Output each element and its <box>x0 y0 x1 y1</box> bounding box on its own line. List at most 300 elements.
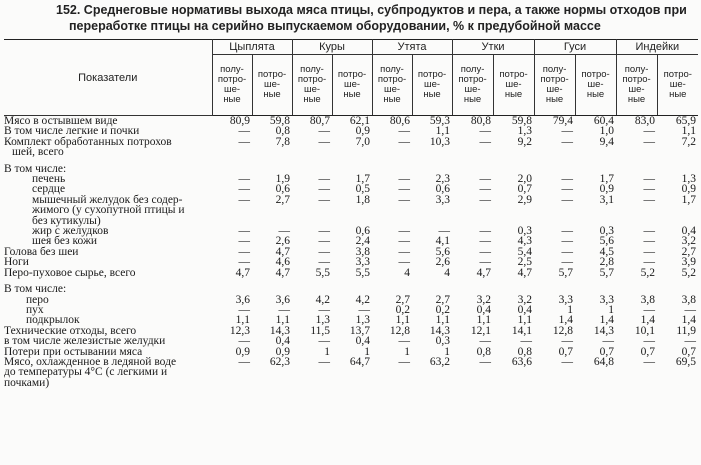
value-cell: — <box>398 246 411 258</box>
value-cell: — <box>479 336 492 347</box>
value-cell: — <box>561 336 574 347</box>
value-cell: — <box>479 184 492 195</box>
value-cell: 9,4 <box>599 136 615 148</box>
value-cell: — <box>643 136 656 148</box>
value-cell: — <box>561 184 574 195</box>
table-row <box>4 305 698 315</box>
value-cell: 3,8 <box>640 294 656 305</box>
value-cell <box>332 284 372 294</box>
value-cell: — <box>398 174 411 185</box>
value-cell: — <box>318 257 331 268</box>
value-cell: 0,2 <box>435 304 451 316</box>
value-cell: 11,5 <box>310 325 331 337</box>
value-cell: 1,4 <box>558 315 574 326</box>
value-cell: 3,3 <box>558 294 574 305</box>
value-cell: 0,3 <box>517 226 533 237</box>
value-cell: — <box>238 136 250 148</box>
value-cell <box>657 164 698 174</box>
value-cell: — <box>684 336 697 347</box>
row-label: сердце <box>32 183 66 196</box>
value-cell: 59,3 <box>429 115 451 127</box>
row-label: Потери при остывании мяса <box>4 345 143 358</box>
value-cell: 3,9 <box>681 257 697 268</box>
value-cell: 2,6 <box>435 257 451 268</box>
value-cell: 1 <box>324 346 331 357</box>
value-cell: — <box>561 136 574 148</box>
value-cell: 2,0 <box>517 174 533 185</box>
value-cell <box>212 367 252 377</box>
value-cell: 80,6 <box>389 115 411 127</box>
value-cell: 0,8 <box>476 346 492 357</box>
value-cell: 5,2 <box>681 267 697 279</box>
value-cell <box>575 378 616 388</box>
value-cell: 0,6 <box>435 184 451 195</box>
row-label: Голова без шеи <box>4 245 79 258</box>
value-cell: 1 <box>444 346 451 357</box>
value-cell: 14,1 <box>511 325 533 337</box>
value-cell: 3,6 <box>275 294 291 305</box>
value-cell: 2,7 <box>275 194 291 206</box>
value-cell: 3,8 <box>681 294 697 305</box>
value-cell: 4,7 <box>517 267 533 279</box>
value-cell: — <box>318 174 331 185</box>
table-row <box>4 236 698 246</box>
value-cell: 5,7 <box>558 267 574 279</box>
value-cell: 1,3 <box>315 315 331 326</box>
subheader-semi-gutted: полу- потро- ше- ные <box>616 55 657 116</box>
value-cell: — <box>278 304 291 316</box>
value-cell: 65,9 <box>675 115 697 127</box>
value-cell <box>372 216 412 226</box>
value-cell <box>657 147 698 157</box>
value-cell: 1,4 <box>681 315 697 326</box>
value-cell: — <box>643 226 656 237</box>
value-cell: — <box>278 226 291 237</box>
value-cell: 4,7 <box>235 267 250 279</box>
value-cell <box>252 216 292 226</box>
subheader-semi-gutted: полу- потро- ше- ные <box>292 55 332 116</box>
value-cell <box>212 205 252 215</box>
value-cell <box>292 164 332 174</box>
value-cell: — <box>238 304 250 316</box>
value-cell: 0,2 <box>395 304 411 316</box>
value-cell: 11,9 <box>676 325 697 337</box>
value-cell <box>534 164 575 174</box>
value-cell <box>493 284 534 294</box>
table-row <box>4 284 698 294</box>
subheader-semi-gutted: полу- потро- ше- ные <box>372 55 412 116</box>
value-cell: 0,3 <box>435 336 451 347</box>
value-cell: 12,3 <box>229 325 250 337</box>
value-cell: 80,9 <box>229 115 250 127</box>
value-cell: 14,3 <box>593 325 615 337</box>
value-cell: — <box>398 126 411 137</box>
value-cell <box>372 284 412 294</box>
value-cell: 0,3 <box>599 226 615 237</box>
value-cell: — <box>561 126 574 137</box>
value-cell: — <box>318 126 331 137</box>
row-label: пух <box>26 303 44 316</box>
value-cell: 3,3 <box>355 257 371 268</box>
value-cell <box>412 164 452 174</box>
value-cell: — <box>318 236 331 247</box>
value-cell: — <box>602 336 615 347</box>
value-cell <box>332 378 372 388</box>
value-cell: — <box>479 174 492 185</box>
value-cell: 1,3 <box>355 315 371 326</box>
value-cell: 0,7 <box>517 184 533 195</box>
value-cell: — <box>643 336 656 347</box>
value-cell: 3,3 <box>435 194 451 206</box>
subheader-gutted: потро- ше- ные <box>252 55 292 116</box>
value-cell: 12,8 <box>389 325 411 337</box>
subheader-semi-gutted: полу- потро- ше- ные <box>212 55 252 116</box>
table-row <box>4 226 698 236</box>
value-cell <box>412 284 452 294</box>
value-cell: 63,2 <box>429 356 451 368</box>
value-cell: — <box>643 257 656 268</box>
value-cell: — <box>643 304 656 316</box>
value-cell: 1,1 <box>681 126 697 137</box>
row-label: в том числе железистые желудки <box>4 335 166 348</box>
value-cell: 5,6 <box>599 236 615 247</box>
value-cell: — <box>318 136 331 148</box>
value-cell: 4 <box>404 267 411 279</box>
value-cell: 62,1 <box>349 115 371 127</box>
row-label: Комплект обработанных потрохов <box>4 135 172 148</box>
group-header: Куры <box>292 40 372 55</box>
value-cell: 5,2 <box>640 267 656 279</box>
value-cell: 1,1 <box>235 315 250 326</box>
value-cell: 1,3 <box>681 174 697 185</box>
value-cell <box>575 216 616 226</box>
value-cell <box>616 164 657 174</box>
value-cell: 62,3 <box>269 356 291 368</box>
value-cell: 69,5 <box>675 356 697 368</box>
value-cell: — <box>398 136 411 148</box>
value-cell: 2,4 <box>355 236 371 247</box>
value-cell: — <box>520 336 533 347</box>
table-row <box>4 247 698 257</box>
subheader-gutted: потро- ше- ные <box>332 55 372 116</box>
value-cell: 3,8 <box>355 246 371 258</box>
value-cell: — <box>643 236 656 247</box>
group-header: Индейки <box>616 40 698 55</box>
value-cell <box>575 205 616 215</box>
value-cell: — <box>643 184 656 195</box>
value-cell: 1,7 <box>681 194 697 206</box>
row-label: В том числе легкие и почки <box>4 125 140 138</box>
value-cell: 1 <box>364 346 371 357</box>
value-cell: — <box>643 246 656 258</box>
value-cell: 3,2 <box>517 294 533 305</box>
value-cell: — <box>318 304 331 316</box>
value-cell <box>292 378 332 388</box>
value-cell <box>616 205 657 215</box>
value-cell: 0,4 <box>355 336 371 347</box>
value-cell: 0,4 <box>681 226 697 237</box>
row-label: жир с желудков <box>32 225 109 238</box>
value-cell: 2,9 <box>517 194 533 206</box>
table-title <box>56 2 696 34</box>
value-cell: — <box>561 246 574 258</box>
value-cell: 9,2 <box>517 136 533 148</box>
value-cell: 0,9 <box>275 346 291 357</box>
group-header: Цыплята <box>212 40 292 55</box>
value-cell: 3,3 <box>599 294 615 305</box>
value-cell <box>372 147 412 157</box>
value-cell: — <box>561 257 574 268</box>
value-cell: 2,3 <box>435 174 451 185</box>
value-cell <box>534 205 575 215</box>
value-cell: — <box>643 356 656 368</box>
value-cell: — <box>238 226 250 237</box>
subheader-semi-gutted: полу- потро- ше- ные <box>452 55 493 116</box>
value-cell <box>452 147 493 157</box>
value-cell: 0,7 <box>599 346 615 357</box>
value-cell: — <box>684 304 697 316</box>
value-cell: 2,6 <box>275 236 291 247</box>
value-cell: 80,8 <box>470 115 492 127</box>
value-cell: 59,8 <box>511 115 533 127</box>
row-label: до температуры 4°С (с легкими и <box>4 366 168 379</box>
value-cell <box>252 367 292 377</box>
value-cell <box>252 164 292 174</box>
value-cell: 1,0 <box>599 126 615 137</box>
table-row <box>4 367 698 377</box>
value-cell: 1,1 <box>275 315 291 326</box>
subheader-gutted: потро- ше- ные <box>493 55 534 116</box>
group-header: Утки <box>452 40 534 55</box>
row-label: Мясо, охлажденное в ледяной воде <box>4 355 177 368</box>
value-cell: 1,7 <box>355 174 371 185</box>
value-cell: 14,3 <box>269 325 291 337</box>
value-cell: 64,8 <box>593 356 615 368</box>
value-cell: 0,4 <box>476 304 492 316</box>
value-cell: 1,7 <box>599 174 615 185</box>
value-cell: — <box>561 194 574 206</box>
value-cell: — <box>358 304 371 316</box>
value-cell: 60,4 <box>593 115 615 127</box>
value-cell: 0,6 <box>275 184 291 195</box>
value-cell <box>452 367 493 377</box>
subheader-gutted: потро- ше- ные <box>657 55 698 116</box>
value-cell: 1,3 <box>517 126 533 137</box>
subheader-gutted: потро- ше- ные <box>575 55 616 116</box>
value-cell: — <box>238 174 250 185</box>
value-cell <box>252 378 292 388</box>
value-cell: 4,3 <box>517 236 533 247</box>
value-cell: — <box>318 356 331 368</box>
row-label: перо <box>26 293 49 306</box>
value-cell: 0,4 <box>275 336 291 347</box>
value-cell <box>292 216 332 226</box>
value-cell: 10,1 <box>634 325 656 337</box>
value-cell: — <box>238 184 250 195</box>
value-cell <box>493 205 534 215</box>
value-cell <box>534 216 575 226</box>
value-cell: 0,9 <box>355 126 371 137</box>
row-label: почками) <box>4 376 50 389</box>
value-cell <box>212 284 252 294</box>
value-cell: 2,7 <box>435 294 451 305</box>
value-cell: — <box>479 356 492 368</box>
value-cell: — <box>479 226 492 237</box>
value-cell: 5,5 <box>355 267 371 279</box>
value-cell <box>372 367 412 377</box>
value-cell <box>452 164 493 174</box>
value-cell: 4 <box>444 267 451 279</box>
value-cell <box>332 216 372 226</box>
value-cell: 4,2 <box>315 294 331 305</box>
subheader-gutted: потро- ше- ные <box>412 55 452 116</box>
value-cell <box>412 216 452 226</box>
value-cell <box>332 205 372 215</box>
group-header: Гуси <box>534 40 616 55</box>
value-cell: — <box>238 236 250 247</box>
table-row <box>4 205 698 215</box>
value-cell: — <box>643 174 656 185</box>
value-cell: 0,7 <box>681 346 697 357</box>
row-label: В том числе: <box>4 283 67 296</box>
value-cell: 7,2 <box>681 136 697 148</box>
value-cell: 1 <box>567 304 574 316</box>
value-cell: — <box>318 336 331 347</box>
value-cell: — <box>398 194 411 206</box>
value-cell <box>575 367 616 377</box>
value-cell: — <box>398 184 411 195</box>
title-line-1: 152. Среднеговые нормативы выхода мяса птицы, субпродуктов и пера, а также нормы отходов при <box>56 3 687 17</box>
value-cell: 4,2 <box>355 294 371 305</box>
value-cell <box>212 378 252 388</box>
row-label: жимого (у сухопутной птицы и <box>32 204 185 217</box>
value-cell <box>452 205 493 215</box>
value-cell: 83,0 <box>634 115 656 127</box>
value-cell: 80,7 <box>309 115 331 127</box>
value-cell <box>412 205 452 215</box>
value-cell <box>657 378 698 388</box>
value-cell <box>252 147 292 157</box>
table-row <box>4 147 698 157</box>
value-cell: 1,8 <box>355 194 371 206</box>
table-row <box>4 378 698 388</box>
value-cell: 12,1 <box>470 325 492 337</box>
value-cell: 7,8 <box>275 136 291 148</box>
value-cell: — <box>643 126 656 137</box>
value-cell: 3,2 <box>476 294 492 305</box>
value-cell: 4,7 <box>476 267 492 279</box>
value-cell: 1,4 <box>599 315 615 326</box>
value-cell: 1,1 <box>395 315 411 326</box>
value-cell: — <box>479 126 492 137</box>
value-cell: 13,7 <box>349 325 371 337</box>
value-cell: 2,5 <box>517 257 533 268</box>
value-cell: 59,8 <box>269 115 291 127</box>
value-cell: 0,9 <box>681 184 697 195</box>
indicator-header: Показатели <box>4 40 212 116</box>
yield-table <box>4 39 698 388</box>
value-cell: 5,6 <box>435 246 451 258</box>
value-cell: — <box>238 246 250 258</box>
table-row <box>4 164 698 174</box>
table-row <box>4 336 698 346</box>
value-cell: 5,4 <box>517 246 533 258</box>
value-cell <box>493 216 534 226</box>
row-label: подкрылок <box>26 314 80 327</box>
table-header <box>4 40 698 116</box>
value-cell <box>292 367 332 377</box>
value-cell <box>493 147 534 157</box>
value-cell: 4,7 <box>275 267 291 279</box>
value-cell: 14,3 <box>429 325 451 337</box>
row-label: Технические отходы, всего <box>4 324 137 337</box>
value-cell <box>332 367 372 377</box>
value-cell: 0,7 <box>558 346 574 357</box>
value-cell: — <box>318 194 331 206</box>
row-label: мышечный желудок без содер- <box>32 193 183 206</box>
table-row <box>4 295 698 305</box>
row-label: печень <box>32 173 66 186</box>
value-cell <box>452 216 493 226</box>
value-cell: 2,7 <box>395 294 411 305</box>
value-cell <box>252 205 292 215</box>
value-cell <box>534 147 575 157</box>
value-cell: — <box>479 236 492 247</box>
value-cell: 0,6 <box>355 226 371 237</box>
value-cell <box>292 284 332 294</box>
value-cell <box>657 367 698 377</box>
value-cell: — <box>318 184 331 195</box>
value-cell: — <box>238 126 250 137</box>
row-label: шей, всего <box>12 146 64 159</box>
value-cell: — <box>398 336 411 347</box>
value-cell: 1,1 <box>435 126 451 137</box>
value-cell: 1 <box>608 304 615 316</box>
value-cell <box>452 378 493 388</box>
value-cell <box>616 216 657 226</box>
value-cell <box>575 147 616 157</box>
value-cell <box>372 164 412 174</box>
value-cell: 10,3 <box>429 136 451 148</box>
value-cell: 79,4 <box>552 115 574 127</box>
value-cell <box>332 147 372 157</box>
value-cell <box>452 284 493 294</box>
value-cell: 4,7 <box>275 246 291 258</box>
value-cell <box>657 216 698 226</box>
value-cell: 3,6 <box>235 294 250 305</box>
value-cell: 7,0 <box>355 136 371 148</box>
value-cell: 0,8 <box>275 126 291 137</box>
value-cell <box>616 378 657 388</box>
group-header: Утята <box>372 40 452 55</box>
value-cell <box>412 378 452 388</box>
value-cell: 1,1 <box>517 315 533 326</box>
value-cell: — <box>398 236 411 247</box>
value-cell: 0,9 <box>599 184 615 195</box>
value-cell: 2,7 <box>681 246 697 258</box>
value-cell: — <box>238 356 250 368</box>
value-cell: 4,6 <box>275 257 291 268</box>
value-cell: — <box>479 257 492 268</box>
value-cell <box>493 378 534 388</box>
value-cell: — <box>479 194 492 206</box>
value-cell: 4,1 <box>435 236 451 247</box>
value-cell: 2,8 <box>599 257 615 268</box>
value-cell <box>616 367 657 377</box>
value-cell <box>616 147 657 157</box>
value-cell: 4,5 <box>599 246 615 258</box>
row-label: Мясо в остывшем виде <box>4 115 118 127</box>
